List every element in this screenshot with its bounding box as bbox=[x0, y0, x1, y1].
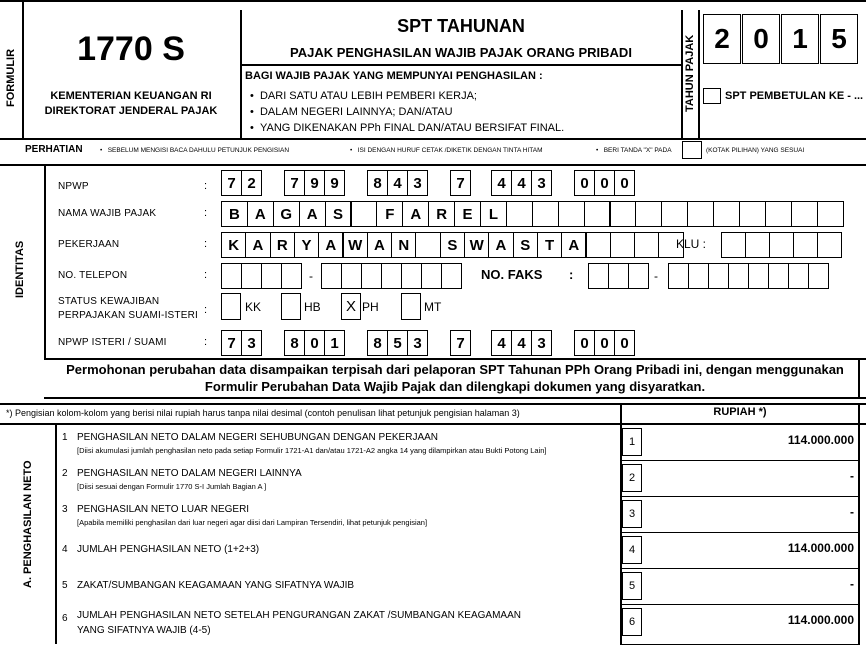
faks-area-box[interactable] bbox=[588, 263, 609, 289]
colon: : bbox=[204, 180, 208, 192]
digit-box[interactable]: 0 bbox=[614, 170, 635, 196]
faks-number-box[interactable] bbox=[808, 263, 829, 289]
char-box[interactable]: G bbox=[273, 201, 300, 227]
char-box[interactable] bbox=[713, 201, 740, 227]
digit-box[interactable]: 3 bbox=[531, 170, 552, 196]
divider bbox=[620, 496, 860, 497]
divider bbox=[0, 403, 866, 405]
telepon-number-box[interactable] bbox=[401, 263, 422, 289]
row-number: 6 bbox=[62, 613, 68, 624]
char-box[interactable] bbox=[739, 201, 766, 227]
char-box[interactable] bbox=[351, 201, 378, 227]
row-box-number: 1 bbox=[622, 428, 642, 456]
char-box[interactable] bbox=[687, 201, 714, 227]
digit-box[interactable]: 7 bbox=[450, 330, 471, 356]
pekerjaan-label: PEKERJAAN bbox=[58, 239, 120, 250]
notice-line: Permohonan perubahan data disampaikan terpisah dari pelaporan SPT Tahunan PPh Orang Pribadi ini, dengan menggunakan bbox=[66, 362, 844, 377]
divider bbox=[620, 460, 860, 461]
example-checkbox bbox=[682, 141, 702, 159]
char-box[interactable]: N bbox=[391, 232, 416, 258]
status-mt-label: MT bbox=[424, 300, 442, 314]
bullet-item: • YANG DIKENAKAN PPh FINAL DAN/ATAU BERSIFAT FINAL. bbox=[250, 122, 565, 134]
separator: - bbox=[654, 269, 658, 283]
telepon-number-box[interactable] bbox=[421, 263, 442, 289]
status-kk-checkbox[interactable] bbox=[221, 293, 241, 320]
char-box[interactable]: W bbox=[464, 232, 489, 258]
divider bbox=[44, 165, 46, 358]
row-note: [Diisi sesuai dengan Formulir 1770 S-I Jumlah Bagian A ] bbox=[77, 482, 267, 491]
divider bbox=[44, 358, 866, 360]
klu-box[interactable] bbox=[769, 232, 794, 258]
separator: - bbox=[309, 269, 313, 283]
colon: : bbox=[204, 269, 208, 281]
instruction-text: *) Pengisian kolom-kolom yang berisi nilai rupiah harus tanpa nilai desimal (contoh penulisan lihat petunjuk pengisian halaman 3) bbox=[6, 408, 520, 418]
char-box[interactable]: S bbox=[440, 232, 465, 258]
perhatian-text: BERI TANDA "X" PADA bbox=[603, 147, 672, 154]
tahun-pajak-label: TAHUN PAJAK bbox=[684, 34, 696, 112]
row-box-number: 4 bbox=[622, 536, 642, 564]
row-number: 3 bbox=[62, 504, 68, 515]
perhatian-item: • BERI TANDA "X" PADA bbox=[596, 147, 672, 154]
divider bbox=[858, 358, 860, 398]
char-box[interactable] bbox=[415, 232, 440, 258]
char-box[interactable]: B bbox=[221, 201, 248, 227]
bullet-text: DARI SATU ATAU LEBIH PEMBERI KERJA; bbox=[259, 90, 477, 102]
status-kk-label: KK bbox=[245, 300, 262, 314]
year-digit[interactable]: 2 bbox=[703, 14, 741, 64]
year-digit[interactable]: 5 bbox=[820, 14, 858, 64]
char-box[interactable] bbox=[765, 201, 792, 227]
telepon-number-box[interactable] bbox=[321, 263, 342, 289]
bullet-text: DALAM NEGERI LAINNYA; DAN/ATAU bbox=[259, 106, 453, 118]
telepon-number-box[interactable] bbox=[341, 263, 362, 289]
directorate-name: DIREKTORAT JENDERAL PAJAK bbox=[44, 105, 218, 117]
perhatian-text: ISI DENGAN HURUF CETAK /DIKETIK DENGAN TINTA HITAM bbox=[357, 147, 543, 154]
divider bbox=[620, 568, 860, 569]
char-box[interactable]: S bbox=[325, 201, 352, 227]
digit-box[interactable]: 7 bbox=[221, 170, 242, 196]
divider bbox=[0, 423, 866, 425]
divider bbox=[620, 532, 860, 533]
row-note: [Diisi akumulasi jumlah penghasilan neto pada setiap Formulir 1721-A1 dan/atau 1721-A2 angka 14 yang dilampirkan atau Bukti Potong Lain] bbox=[77, 446, 547, 455]
status-label: PERPAJAKAN SUAMI-ISTERI bbox=[58, 310, 198, 321]
pembetulan-checkbox[interactable] bbox=[703, 88, 721, 104]
year-digit[interactable]: 0 bbox=[742, 14, 780, 64]
char-box[interactable] bbox=[532, 201, 559, 227]
digit-box[interactable]: 8 bbox=[367, 330, 388, 356]
bullet-text: YANG DIKENAKAN PPh FINAL DAN/ATAU BERSIFAT FINAL. bbox=[259, 122, 565, 134]
char-box[interactable]: A bbox=[247, 201, 274, 227]
digit-box[interactable]: 0 bbox=[594, 170, 615, 196]
faks-number-box[interactable] bbox=[688, 263, 709, 289]
formulir-label: FORMULIR bbox=[5, 48, 17, 107]
colon: : bbox=[204, 238, 208, 250]
pembetulan-label: SPT PEMBETULAN KE - ... bbox=[725, 90, 864, 102]
row-title: PENGHASILAN NETO DALAM NEGERI LAINNYA bbox=[77, 468, 302, 479]
divider bbox=[698, 10, 700, 138]
char-box[interactable]: A bbox=[367, 232, 392, 258]
divider bbox=[44, 397, 866, 399]
char-box[interactable]: A bbox=[488, 232, 513, 258]
colon: : bbox=[204, 207, 208, 219]
digit-box[interactable]: 0 bbox=[614, 330, 635, 356]
section-a-label: A. PENGHASILAN NETO bbox=[22, 460, 34, 588]
char-box[interactable] bbox=[635, 201, 662, 227]
char-box[interactable] bbox=[586, 232, 611, 258]
telepon-label: NO. TELEPON bbox=[58, 270, 128, 281]
char-box[interactable]: E bbox=[454, 201, 481, 227]
digit-box[interactable]: 4 bbox=[511, 170, 532, 196]
row-value[interactable]: - bbox=[850, 505, 854, 519]
char-box[interactable]: S bbox=[513, 232, 538, 258]
row-title: ZAKAT/SUMBANGAN KEAGAMAAN YANG SIFATNYA WAJIB bbox=[77, 580, 355, 591]
faks-number-box[interactable] bbox=[788, 263, 809, 289]
npwp-label: NPWP bbox=[58, 181, 89, 192]
char-box[interactable]: Y bbox=[294, 232, 319, 258]
telepon-number-box[interactable] bbox=[361, 263, 382, 289]
status-label: STATUS KEWAJIBAN bbox=[58, 296, 160, 307]
status-hb-label: HB bbox=[304, 300, 321, 314]
row-note: [Apabila memiliki penghasilan dari luar negeri agar diisi dari Lampiran Tersendiri, lihat petunjuk pengisian] bbox=[77, 518, 428, 527]
digit-box[interactable]: 2 bbox=[241, 170, 262, 196]
char-box[interactable]: F bbox=[376, 201, 403, 227]
char-box[interactable]: R bbox=[270, 232, 295, 258]
digit-box[interactable]: 0 bbox=[304, 330, 325, 356]
faks-area-box[interactable] bbox=[628, 263, 649, 289]
faks-number-box[interactable] bbox=[708, 263, 729, 289]
divider bbox=[0, 138, 866, 140]
faks-label: NO. FAKS bbox=[481, 267, 543, 282]
status-mt-checkbox[interactable] bbox=[401, 293, 421, 320]
klu-label: KLU : bbox=[676, 237, 707, 251]
notice-line: Formulir Perubahan Data Wajib Pajak dan dilengkapi dokumen yang disyaratkan. bbox=[204, 379, 706, 394]
digit-box[interactable]: 4 bbox=[511, 330, 532, 356]
char-box[interactable] bbox=[558, 201, 585, 227]
npwp-istri-label: NPWP ISTERI / SUAMI bbox=[58, 337, 167, 348]
digit-box[interactable]: 7 bbox=[284, 170, 305, 196]
char-box[interactable]: W bbox=[343, 232, 368, 258]
row-box-number: 6 bbox=[622, 608, 642, 636]
notice bbox=[44, 361, 866, 395]
row-value[interactable]: - bbox=[850, 577, 854, 591]
digit-box[interactable]: 4 bbox=[491, 330, 512, 356]
klu-box[interactable] bbox=[721, 232, 746, 258]
form-title: SPT TAHUNAN bbox=[397, 16, 525, 36]
char-box[interactable] bbox=[791, 201, 818, 227]
digit-box[interactable]: 7 bbox=[221, 330, 242, 356]
row-box-number: 3 bbox=[622, 500, 642, 528]
row-title: JUMLAH PENGHASILAN NETO (1+2+3) bbox=[77, 544, 260, 555]
char-box[interactable]: A bbox=[299, 201, 326, 227]
char-box[interactable]: T bbox=[537, 232, 562, 258]
digit-box[interactable]: 5 bbox=[387, 330, 408, 356]
digit-box[interactable]: 3 bbox=[531, 330, 552, 356]
telepon-number-box[interactable] bbox=[441, 263, 462, 289]
digit-box[interactable]: 1 bbox=[324, 330, 345, 356]
char-box[interactable] bbox=[817, 201, 844, 227]
divider bbox=[620, 604, 860, 605]
perhatian-text: (KOTAK PILIHAN) YANG SESUAI bbox=[706, 147, 805, 154]
digit-box[interactable]: 3 bbox=[241, 330, 262, 356]
row-title: JUMLAH PENGHASILAN NETO SETELAH PENGURANGAN ZAKAT /SUMBANGAN KEAGAMAAN bbox=[77, 610, 521, 621]
colon: : bbox=[204, 304, 208, 316]
faks-number-box[interactable] bbox=[768, 263, 789, 289]
status-ph-checkbox[interactable]: X bbox=[341, 293, 361, 320]
klu-box[interactable] bbox=[817, 232, 842, 258]
divider bbox=[240, 64, 682, 66]
telepon-area-box[interactable] bbox=[261, 263, 282, 289]
form-code: 1770 S bbox=[77, 30, 185, 68]
border-top bbox=[0, 0, 866, 2]
divider bbox=[0, 164, 866, 166]
divider bbox=[858, 403, 860, 644]
digit-box[interactable]: 4 bbox=[387, 170, 408, 196]
bullet-item: • DARI SATU ATAU LEBIH PEMBERI KERJA; bbox=[250, 90, 477, 102]
char-box[interactable]: K bbox=[221, 232, 246, 258]
colon: : bbox=[204, 336, 208, 348]
faks-number-box[interactable] bbox=[668, 263, 689, 289]
telepon-area-box[interactable] bbox=[281, 263, 302, 289]
char-box[interactable]: R bbox=[428, 201, 455, 227]
row-number: 1 bbox=[62, 432, 68, 443]
perhatian-item: • ISI DENGAN HURUF CETAK /DIKETIK DENGAN TINTA HITAM bbox=[350, 147, 543, 154]
divider bbox=[55, 423, 57, 644]
rupiah-header: RUPIAH *) bbox=[713, 406, 767, 418]
row-value[interactable]: 114.000.000 bbox=[787, 433, 854, 447]
digit-box[interactable]: 7 bbox=[450, 170, 471, 196]
perhatian-item: • SEBELUM MENGISI BACA DAHULU PETUNJUK PENGISIAN bbox=[100, 147, 290, 154]
applies-list bbox=[250, 88, 564, 136]
identitas-label: IDENTITAS bbox=[14, 240, 26, 298]
perhatian-label: PERHATIAN bbox=[25, 144, 83, 155]
row-box-number: 5 bbox=[622, 572, 642, 600]
digit-box[interactable]: 3 bbox=[407, 330, 428, 356]
year-digit[interactable]: 1 bbox=[781, 14, 819, 64]
nama-label: NAMA WAJIB PAJAK bbox=[58, 208, 157, 219]
row-number: 5 bbox=[62, 580, 68, 591]
row-number: 2 bbox=[62, 468, 68, 479]
digit-box[interactable]: 8 bbox=[367, 170, 388, 196]
status-hb-checkbox[interactable] bbox=[281, 293, 301, 320]
ministry-name: KEMENTERIAN KEUANGAN RI bbox=[50, 90, 212, 102]
char-box[interactable] bbox=[661, 201, 688, 227]
char-box[interactable] bbox=[610, 201, 637, 227]
digit-box[interactable]: 9 bbox=[304, 170, 325, 196]
char-box[interactable]: A bbox=[402, 201, 429, 227]
form-subtitle: PAJAK PENGHASILAN WAJIB PAJAK ORANG PRIBADI bbox=[290, 45, 632, 60]
char-box[interactable] bbox=[610, 232, 635, 258]
perhatian-text: SEBELUM MENGISI BACA DAHULU PETUNJUK PENGISIAN bbox=[107, 147, 290, 154]
char-box[interactable]: A bbox=[245, 232, 270, 258]
row-value[interactable]: - bbox=[850, 469, 854, 483]
row-note: YANG SIFATNYA WAJIB (4-5) bbox=[77, 625, 211, 636]
row-title: PENGHASILAN NETO DALAM NEGERI SEHUBUNGAN DENGAN PEKERJAAN bbox=[77, 432, 439, 443]
digit-box[interactable]: 3 bbox=[407, 170, 428, 196]
char-box[interactable] bbox=[584, 201, 611, 227]
telepon-number-box[interactable] bbox=[381, 263, 402, 289]
colon: : bbox=[569, 267, 574, 282]
row-value[interactable]: 114.000.000 bbox=[787, 613, 854, 627]
digit-box[interactable]: 8 bbox=[284, 330, 305, 356]
row-value[interactable]: 114.000.000 bbox=[787, 541, 854, 555]
row-number: 4 bbox=[62, 544, 68, 555]
digit-box[interactable]: 4 bbox=[491, 170, 512, 196]
char-box[interactable]: A bbox=[318, 232, 343, 258]
char-box[interactable]: L bbox=[480, 201, 507, 227]
faks-number-box[interactable] bbox=[748, 263, 769, 289]
divider bbox=[22, 0, 24, 140]
row-box-number: 2 bbox=[622, 464, 642, 492]
row-title: PENGHASILAN NETO LUAR NEGERI bbox=[77, 504, 250, 515]
klu-box[interactable] bbox=[745, 232, 770, 258]
klu-box[interactable] bbox=[793, 232, 818, 258]
bullet-item: • DALAM NEGERI LAINNYA; DAN/ATAU bbox=[250, 106, 453, 118]
telepon-area-box[interactable] bbox=[221, 263, 242, 289]
telepon-area-box[interactable] bbox=[241, 263, 262, 289]
digit-box[interactable]: 0 bbox=[574, 170, 595, 196]
faks-area-box[interactable] bbox=[608, 263, 629, 289]
digit-box[interactable]: 0 bbox=[574, 330, 595, 356]
applies-to: BAGI WAJIB PAJAK YANG MEMPUNYAI PENGHASILAN : bbox=[245, 70, 543, 82]
faks-number-box[interactable] bbox=[728, 263, 749, 289]
char-box[interactable] bbox=[634, 232, 659, 258]
digit-box[interactable]: 9 bbox=[324, 170, 345, 196]
digit-box[interactable]: 0 bbox=[594, 330, 615, 356]
char-box[interactable] bbox=[506, 201, 533, 227]
status-ph-label: PH bbox=[362, 300, 379, 314]
char-box[interactable]: A bbox=[561, 232, 586, 258]
